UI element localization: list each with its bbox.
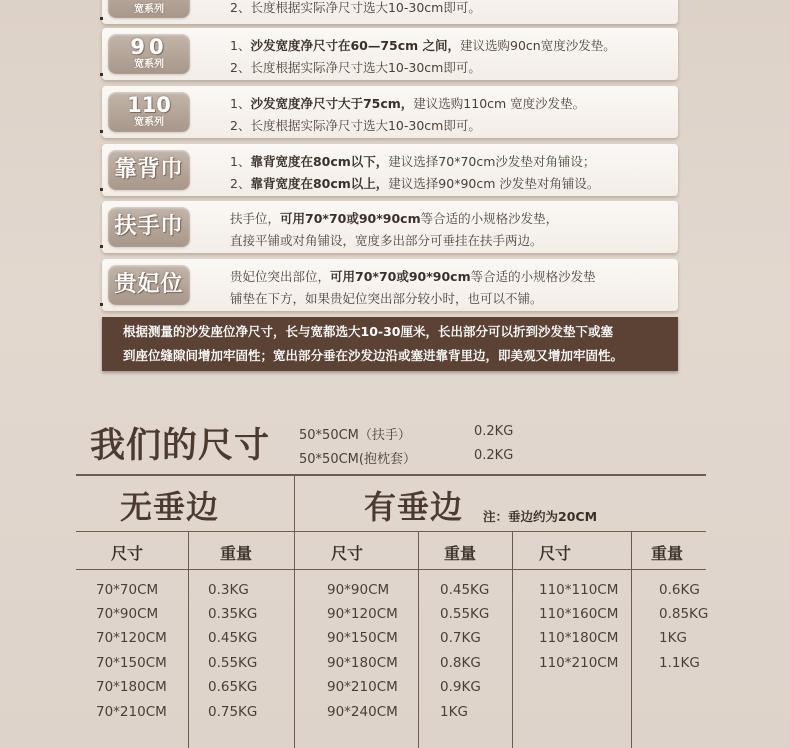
- cell-weight: 0.55KG: [440, 606, 490, 622]
- with-drape-header: 有垂边: [364, 488, 464, 526]
- badge-70-series: 宽系列: [108, 0, 190, 18]
- measurement-note: 根据测量的沙发座位净尺寸，长与宽都选大10-30厘米，长出部分可以折到沙发垫下或塞 到座位缝隙间增加牢固性；宽出部分垂在沙发边沿或塞进靠背里边，即美观又增加牢固性。: [102, 317, 678, 371]
- col-header-size: 尺寸: [111, 544, 144, 563]
- extra-weight: 0.2KG: [474, 448, 514, 463]
- cell-size: 90*120CM: [327, 606, 398, 622]
- cell-weight: 0.9KG: [440, 679, 481, 695]
- cell-size: 90*180CM: [327, 655, 398, 671]
- bullet-dot: [100, 303, 103, 306]
- cell-size: 70*210CM: [96, 704, 167, 720]
- cell-weight: 0.45KG: [208, 630, 258, 646]
- row-line: 2、靠背宽度在80cm以上，建议选择90*90cm 沙发垫对角铺设。: [230, 176, 600, 191]
- cell-weight: 0.6KG: [659, 582, 700, 598]
- extra-weight: 0.2KG: [474, 424, 514, 439]
- row-line: 贵妃位突出部位，可用70*70或90*90cm等合适的小规格沙发垫: [230, 269, 596, 284]
- table-divider: [631, 532, 632, 748]
- cell-weight: 1KG: [440, 704, 468, 720]
- cell-weight: 0.35KG: [208, 606, 258, 622]
- size-row-90: [102, 28, 678, 80]
- cell-weight: 0.65KG: [208, 679, 258, 695]
- row-text: [230, 35, 616, 79]
- bullet-dot: [100, 17, 103, 20]
- table-divider: [188, 532, 189, 748]
- row-text: [230, 93, 585, 137]
- row-armrest-towel: [102, 201, 678, 253]
- row-line: 1、靠背宽度在80cm以下，建议选择70*70cm沙发垫对角铺设；: [230, 154, 596, 169]
- row-line: 铺垫在下方，如果贵妃位突出部分较小时，也可以不铺。: [230, 291, 543, 306]
- table-divider: [512, 532, 513, 748]
- row-line: 2、长度根据实际净尺寸选大10-30cm即可。: [230, 118, 481, 133]
- cell-size: 90*240CM: [327, 704, 398, 720]
- cell-weight: 1KG: [659, 630, 687, 646]
- row-line: 2、长度根据实际净尺寸选大10-30cm即可。: [230, 60, 481, 75]
- row-line: 扶手位，可用70*70或90*90cm等合适的小规格沙发垫，: [230, 211, 559, 226]
- cell-size: 70*90CM: [96, 606, 159, 622]
- row-text: [230, 151, 599, 195]
- badge-90-series: 90 宽系列: [108, 34, 190, 74]
- bullet-dot: [100, 130, 103, 133]
- size-row-70: [102, 0, 678, 24]
- col-header-size: 尺寸: [331, 544, 364, 563]
- cell-weight: 0.3KG: [208, 582, 249, 598]
- cell-weight: 0.7KG: [440, 630, 481, 646]
- bullet-dot: [100, 245, 103, 248]
- table-divider: [418, 532, 419, 748]
- col-header-weight: 重量: [651, 544, 684, 563]
- section-title: 我们的尺寸: [90, 426, 271, 466]
- badge-chaise: 贵妃位: [108, 265, 190, 305]
- row-backrest-towel: [102, 144, 678, 196]
- cell-weight: 0.85KG: [659, 606, 709, 622]
- size-row-110: [102, 86, 678, 138]
- row-chaise: [102, 259, 678, 311]
- cell-size: 110*180CM: [539, 630, 619, 646]
- cell-size: 70*150CM: [96, 655, 167, 671]
- row-text: [230, 266, 596, 310]
- row-line: 1、沙发宽度净尺寸在60—75cm 之间，建议选购90cn宽度沙发垫。: [230, 38, 616, 53]
- cell-size: 110*110CM: [539, 582, 619, 598]
- table-divider: [294, 476, 295, 748]
- cell-weight: 0.45KG: [440, 582, 490, 598]
- cell-size: 90*210CM: [327, 679, 398, 695]
- bullet-dot: [100, 73, 103, 76]
- col-header-weight: 重量: [444, 544, 477, 563]
- no-drape-header: 无垂边: [120, 488, 220, 526]
- row-line: 2、长度根据实际净尺寸选大10-30cm即可。: [230, 0, 481, 15]
- extra-size: 50*50CM(抱枕套）: [299, 452, 416, 467]
- cell-size: 70*120CM: [96, 630, 167, 646]
- bullet-dot: [100, 188, 103, 191]
- row-text: [230, 0, 481, 19]
- badge-armrest-towel: 扶手巾: [108, 207, 190, 247]
- badge-backrest-towel: 靠背巾: [108, 150, 190, 190]
- table-rule: [76, 474, 706, 476]
- badge-110-series: 110 宽系列: [108, 92, 190, 132]
- cell-weight: 1.1KG: [659, 655, 700, 671]
- table-rule: [76, 569, 706, 570]
- cell-weight: 0.75KG: [208, 704, 258, 720]
- col-header-size: 尺寸: [539, 544, 572, 563]
- cell-weight: 0.8KG: [440, 655, 481, 671]
- cell-size: 110*160CM: [539, 606, 619, 622]
- col-header-weight: 重量: [220, 544, 253, 563]
- cell-size: 90*150CM: [327, 630, 398, 646]
- cell-size: 70*70CM: [96, 582, 159, 598]
- row-line: 直接平铺或对角铺设，宽度多出部分可垂挂在扶手两边。: [230, 233, 543, 248]
- cell-size: 90*90CM: [327, 582, 390, 598]
- cell-size: 70*180CM: [96, 679, 167, 695]
- row-text: [230, 208, 558, 252]
- table-rule: [76, 531, 706, 532]
- extra-size: 50*50CM（扶手）: [299, 428, 411, 443]
- cell-size: 110*210CM: [539, 655, 619, 671]
- cell-weight: 0.55KG: [208, 655, 258, 671]
- row-line: 1、沙发宽度净尺寸大于75cm，建议选购110cm 宽度沙发垫。: [230, 96, 586, 111]
- drape-note: 注：垂边约为20CM: [483, 509, 598, 524]
